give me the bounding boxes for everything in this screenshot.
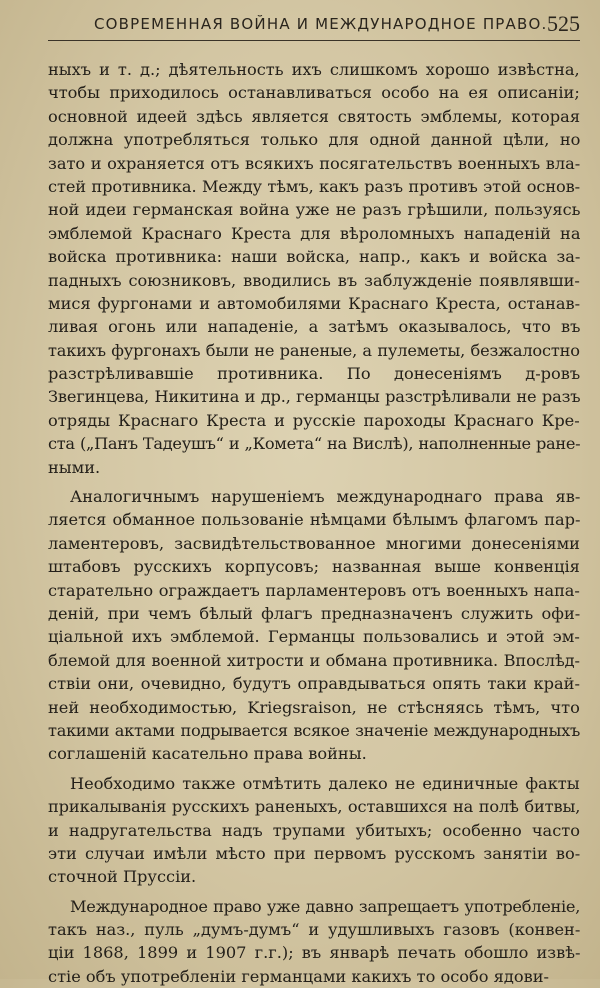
text-line: и надругательства надъ трупами убитыхъ; особенно часто (48, 820, 580, 840)
text-line: ныхъ и т. д.; дѣятельность ихъ слишкомъ хорошо извѣстна, (48, 60, 580, 79)
page-number: 525 (547, 11, 580, 36)
text-line: блемой для военной хитрости и обмана противника. Впослѣд- (48, 650, 580, 670)
text-line: ста („Панъ Тадеушъ“ и „Комета“ на Вислѣ), наполненные ране- (48, 434, 580, 454)
text-line: стей противника. Между тѣмъ, какъ разъ противъ этой основ- (48, 176, 580, 196)
text-line: старательно ограждаетъ парламентеровъ отъ военныхъ напа- (48, 580, 580, 600)
text-line: штабовъ русскихъ корпусовъ; названная выше конвенція (48, 557, 580, 577)
text-line: прикалыванія русскихъ раненыхъ, оставшихся на полѣ битвы, (48, 797, 580, 817)
text-line: ной идеи германская война уже не разъ грѣшили, пользуясь (48, 200, 580, 220)
running-title: СОВРЕМЕННАЯ ВОЙНА И МЕЖДУНАРОДНОЕ ПРАВО. (94, 15, 548, 33)
text-line: эти случаи имѣли мѣсто при первомъ русскомъ занятіи во- (48, 843, 580, 863)
text-line: такихъ фургонахъ были не раненые, а пулеметы, безжалостно (48, 340, 580, 360)
text-line: Международное право уже давно запрещаетъ употребленіе, (70, 896, 580, 916)
body-text (48, 58, 580, 988)
text-line: мися фургонами и автомобилями Краснаго Креста, останав- (48, 293, 580, 313)
text-line: войска противника: наши войска, напр., какъ и войска за- (48, 247, 580, 267)
text-line: отряды Краснаго Креста и русскіе пароходы Краснаго Кре- (48, 410, 580, 430)
text-line: Аналогичнымъ нарушеніемъ международнаго права яв- (70, 487, 580, 507)
text-line: падныхъ союзниковъ, вводились въ заблужденіе появлявши- (48, 270, 580, 290)
paragraph (48, 772, 580, 889)
text-line: такъ наз., пуль „думъ-думъ“ и удушливыхъ газовъ (конвен- (48, 920, 580, 940)
text-line: Необходимо также отмѣтить далеко не единичные факты (70, 773, 580, 793)
text-line: эмблемой Краснаго Креста для вѣроломныхъ нападеній на (48, 223, 580, 243)
text-line: зато и охраняется отъ всякихъ посягательствъ военныхъ вла- (48, 153, 580, 173)
text-line: основной идеей здѣсь является святость эмблемы, которая (48, 106, 580, 126)
paragraph (48, 485, 580, 766)
text-line: Звегинцева, Никитина и др., германцы разстрѣливали не разъ (48, 387, 580, 407)
text-line: ливая огонь или нападеніе, а затѣмъ оказывалось, что въ (48, 317, 580, 337)
text-line: ламентеровъ, засвидѣтельствованное многими донесеніями (48, 533, 580, 553)
text-line: ней необходимостью, Kriegsraison, не стѣсняясь тѣмъ, что (48, 697, 580, 717)
text-line: сточной Пруссіи. (48, 867, 197, 887)
text-line: чтобы приходилось останавливаться особо на ея описаніи; (48, 83, 580, 103)
text-line: ствіи они, очевидно, будутъ оправдываться опять таки край- (48, 674, 580, 694)
text-line: ціальной ихъ эмблемой. Германцы пользовались и этой эм- (48, 627, 580, 647)
paragraph (48, 58, 580, 479)
text-line: деній, при чемъ бѣлый флагъ предназначенъ служить офи- (48, 603, 580, 623)
text-line: соглашеній касательно права войны. (48, 744, 367, 764)
text-line: ціи 1868, 1899 и 1907 г.г.); въ январѣ печать обошло извѣ- (48, 943, 580, 963)
header-rule (48, 40, 580, 41)
text-line: разстрѣливавшіе противника. По донесеніямъ д-ровъ (48, 364, 580, 384)
text-line: такими актами подрывается всякое значеніе международныхъ (48, 720, 580, 740)
text-line: ными. (48, 457, 101, 477)
text-line: ляется обманное пользованіе нѣмцами бѣлымъ флагомъ пар- (48, 510, 580, 530)
text-line: должна употребляться только для одной данной цѣли, но (48, 130, 580, 150)
paragraph (48, 895, 580, 988)
running-head (48, 8, 580, 48)
text-line: стіе объ употребленіи германцами какихъ то особо ядови- (48, 966, 549, 986)
